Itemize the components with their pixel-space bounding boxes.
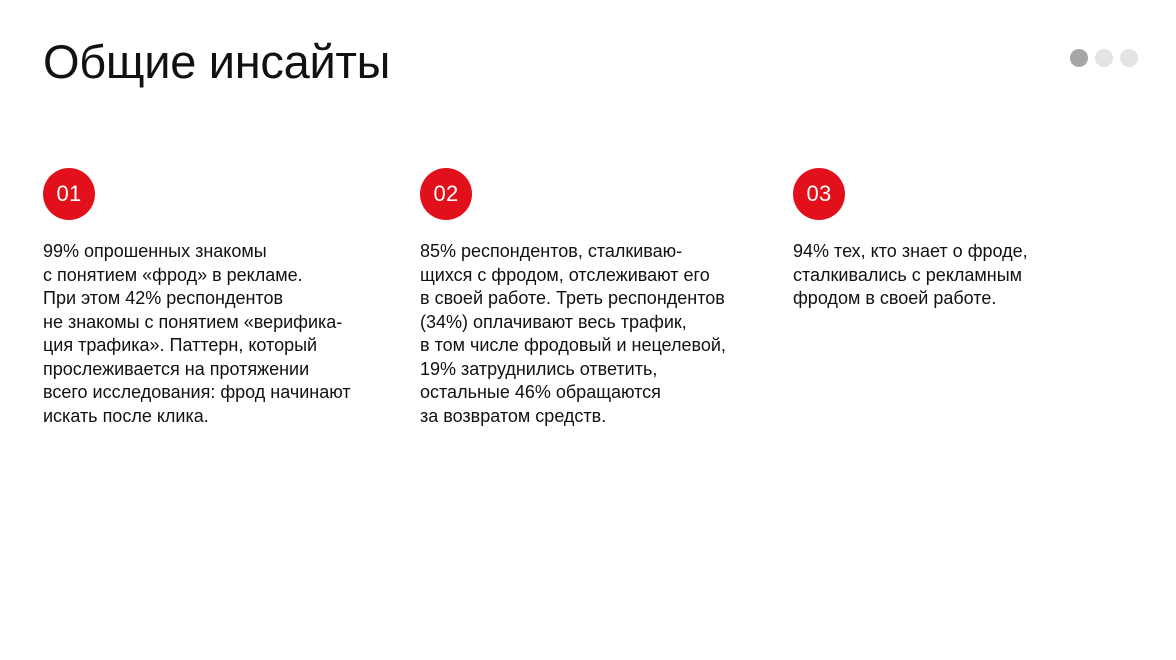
- insight-text-line: остальные 46% обращаются: [420, 382, 661, 402]
- insight-text-line: щихся с фродом, отслеживают его: [420, 264, 710, 285]
- insight-text-line: 99% опрошенных знакомы: [43, 241, 267, 261]
- insight-text-line: искать после клика.: [43, 405, 209, 426]
- insight-text: [793, 240, 1028, 311]
- insight-text-line: в своей работе. Треть респондентов: [420, 288, 725, 308]
- insight-text: [420, 240, 726, 428]
- insight-number-badge: 01: [43, 168, 95, 220]
- slide-title: Общие инсайты: [43, 35, 391, 88]
- pager-dot-2[interactable]: [1095, 49, 1113, 67]
- pager-dot-1[interactable]: [1070, 49, 1088, 67]
- insight-text-line: всего исследования: фрод начинают: [43, 382, 351, 402]
- insight-text-line: 85% респондентов, сталкиваю-: [420, 241, 683, 261]
- insight-card-3: [793, 168, 1028, 311]
- insight-card-1: [43, 168, 351, 428]
- insight-text-line: сталкивались с рекламным: [793, 264, 1023, 285]
- insight-text-line: При этом 42% респондентов: [43, 288, 284, 308]
- insight-text-line: прослеживается на протяжении: [43, 358, 310, 379]
- insight-text-line: фродом в своей работе.: [793, 288, 997, 308]
- insight-text-line: ция трафика». Паттерн, который: [43, 335, 318, 355]
- insight-text-line: 19% затруднились ответить,: [420, 358, 658, 379]
- insight-text-line: 94% тех, кто знает о фроде,: [793, 241, 1028, 261]
- insight-number-badge: 03: [793, 168, 845, 220]
- insight-text-line: (34%) оплачивают весь трафик,: [420, 311, 687, 332]
- pager-dot-3[interactable]: [1120, 49, 1138, 67]
- insight-text-line: за возвратом средств.: [420, 405, 607, 426]
- insight-text-line: в том числе фродовый и нецелевой,: [420, 335, 726, 355]
- insight-card-2: [420, 168, 726, 428]
- insight-text: [43, 240, 351, 428]
- insight-text-line: с понятием «фрод» в рекламе.: [43, 264, 303, 285]
- insight-number-badge: 02: [420, 168, 472, 220]
- slide-pager: [1070, 49, 1138, 67]
- insight-text-line: не знакомы с понятием «верифика-: [43, 311, 343, 332]
